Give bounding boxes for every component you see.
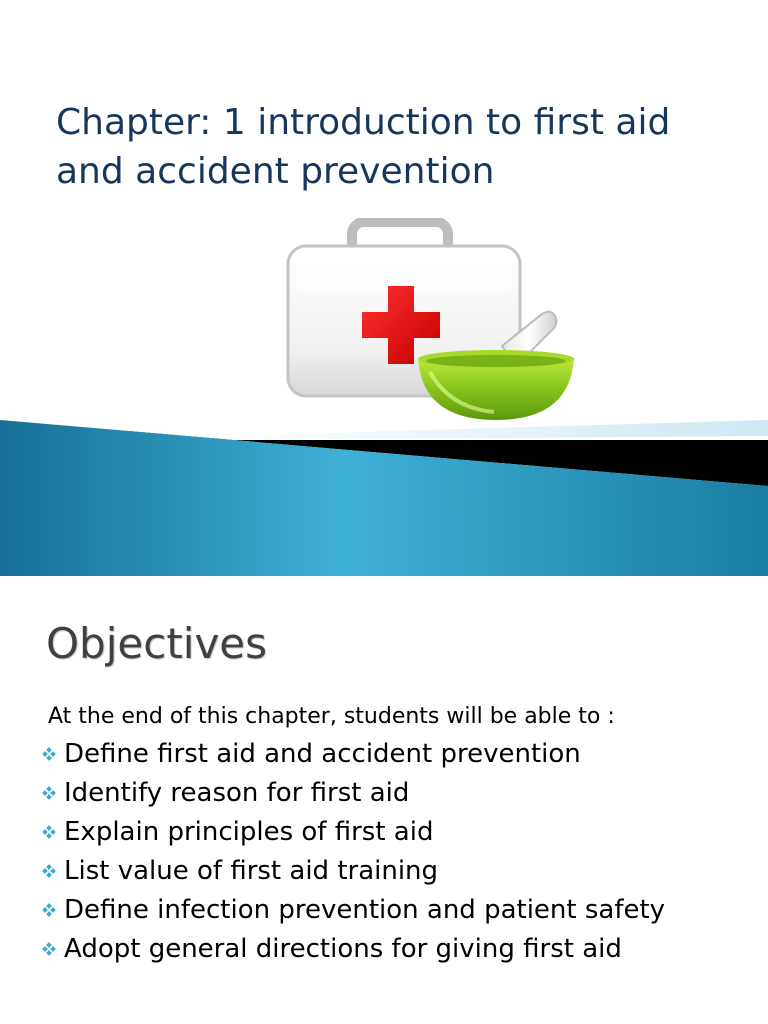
objectives-heading: Objectives <box>46 619 268 668</box>
decorative-banner <box>0 400 768 576</box>
list-item <box>42 734 762 773</box>
list-item <box>42 773 762 812</box>
chapter-title: Chapter: 1 introduction to first aid and accident prevention <box>56 102 671 192</box>
objective-text: Define infection prevention and patient safety <box>64 894 666 925</box>
objective-text: Define first aid and accident prevention <box>64 738 581 769</box>
diamond-bullet-icon <box>42 747 56 761</box>
diamond-bullet-icon <box>42 942 56 956</box>
list-item <box>42 929 762 968</box>
objective-text: Identify reason for first aid <box>64 777 410 808</box>
objectives-intro: At the end of this chapter, students will be able to : <box>48 704 615 729</box>
objectives-slide <box>0 576 768 1024</box>
diamond-bullet-icon <box>42 903 56 917</box>
objective-text: List value of first aid training <box>64 855 439 886</box>
list-item <box>42 851 762 890</box>
first-aid-kit-icon <box>280 218 580 428</box>
objective-text: Explain principles of first aid <box>64 816 434 847</box>
objectives-list <box>42 734 762 968</box>
diamond-bullet-icon <box>42 864 56 878</box>
diamond-bullet-icon <box>42 786 56 800</box>
list-item <box>42 890 762 929</box>
diamond-bullet-icon <box>42 825 56 839</box>
objective-text: Adopt general directions for giving first aid <box>64 933 622 964</box>
list-item <box>42 812 762 851</box>
